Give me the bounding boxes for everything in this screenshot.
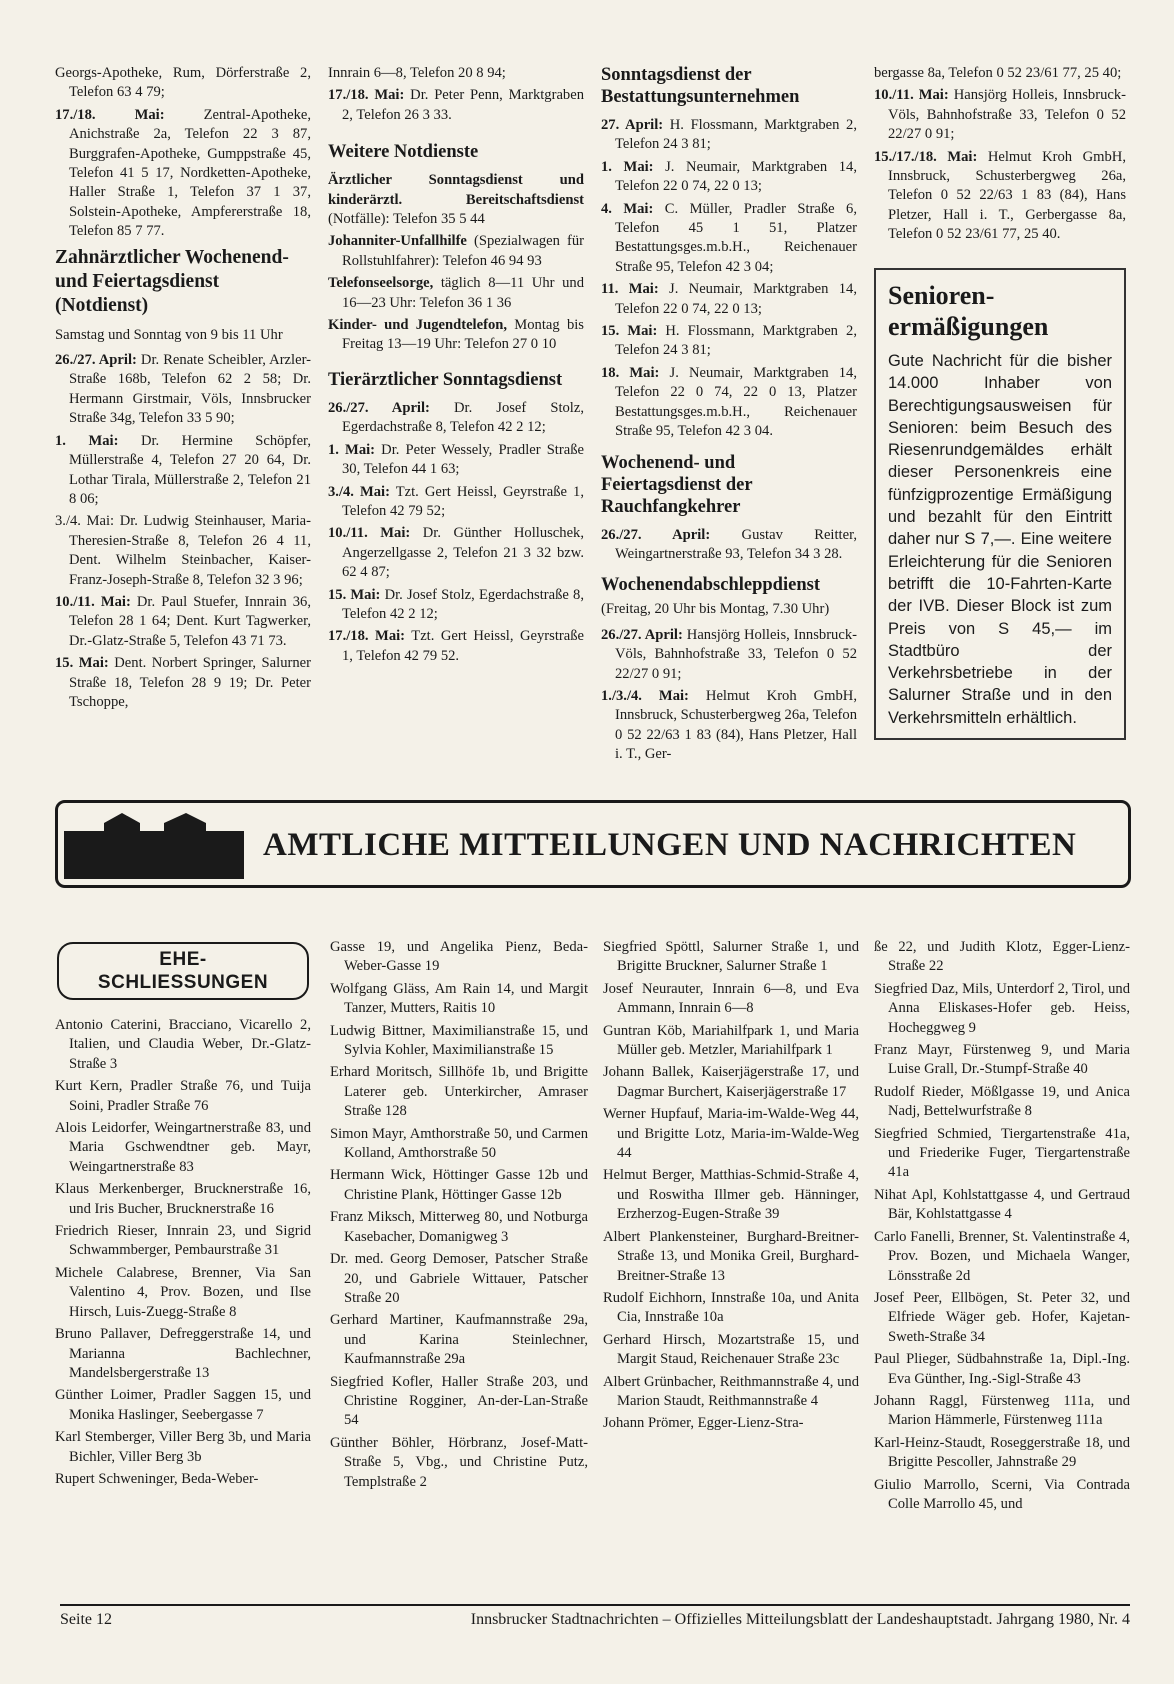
notice-entry: 1. Mai: J. Neumair, Marktgraben 14, Telefon 22 0 74, 22 0 13; [601,158,857,195]
marriage-entry: Albert Grünbacher, Reithmannstraße 4, und Marion Staudt, Reithmannstraße 4 [603,1373,859,1409]
notice-entry: 11. Mai: J. Neumair, Marktgraben 14, Telefon 22 0 74, 22 0 13; [601,281,858,317]
marriage-entry: Johann Ballek, Kaiserjägerstraße 17, und Dagmar Burchert, Kaiserjägerstraße 17 [603,1064,859,1100]
marriage-entry: Johann Prömer, Egger-Lienz-Stra- [603,1415,804,1432]
marriage-column-3 [603,938,859,1437]
column-1 [55,64,311,715]
section-subtitle: (Freitag, 20 Uhr bis Montag, 7.30 Uhr) [601,601,830,618]
notice-entry: Innrain 6—8, Telefon 20 8 94; [328,65,506,81]
section-heading-rauchfang: Wochenend- und Feiertagsdienst der Rauchfangkehrer [601,452,753,517]
section-subtitle: Samstag und Sonntag von 9 bis 11 Uhr [55,326,283,343]
ehe-title-line2: SCHLIESSUNGEN [97,972,269,993]
marriage-entry: Antonio Caterini, Bracciano, Vicarello 2, Italien, und Claudia Weber, Dr.-Glatz-Straße 3 [55,1017,311,1072]
marriage-entry: Gasse 19, und Angelika Pienz, Beda-Weber-Gasse 19 [330,939,588,975]
notice-entry: 17./18. Mai: Zentral-Apotheke, Anichstraße 2a, Telefon 22 3 87, Burggrafen-Apotheke, Gumppstraße 45, Telefon 41 5 17, Nordketten-Apotheke, Haller Straße 1, Telefon 37 1 37, Solstein-Apotheke, Ampfererstraße 18, Telefon 85 7 77. [55,106,311,240]
notice-entry: 1. Mai: Dr. Hermine Schöpfer, Müllerstraße 4, Telefon 27 20 64, Dr. Lothar Tirala, Müllerstraße 2, Telefon 21 8 06; [55,432,311,507]
page-footer [60,1604,1130,1631]
section-heading-weitere: Weitere Notdienste [328,142,479,163]
marriage-entry: Klaus Merkenberger, Brucknerstraße 16, und Iris Bucher, Brucknerstraße 16 [55,1181,311,1217]
notice-entry: 17./18. Mai: Tzt. Gert Heissl, Geyrstraße 1, Telefon 42 79 52. [328,628,584,664]
marriage-entry: Josef Peer, Ellbögen, St. Peter 32, und Elfriede Wäger geb. Hofer, Kajetan-Sweth-Straße 34 [874,1289,1130,1345]
marriage-entry: Simon Mayr, Amthorstraße 50, und Carmen Kolland, Amthorstraße 50 [330,1125,588,1162]
marriage-entry: Karl Stemberger, Viller Berg 3b, und Maria Bichler, Viller Berg 3b [55,1429,311,1465]
notice-entry: 15. Mai: H. Flossmann, Marktgraben 2, Telefon 24 3 81; [601,323,857,359]
marriage-entry: Carlo Fanelli, Brenner, St. Valentinstraße 4, Prov. Bozen, und Michaela Wanger, Lönsstraße 2d [874,1228,1130,1284]
notice-entry: 26./27. April: Dr. Renate Scheibler, Arzler-Straße 168b, Telefon 62 2 58; Dr. Hermann Girstmair, Völs, Innsbrucker Straße 34g, Telefon 33 5 90; [55,352,311,427]
marriage-entry: Gerhard Hirsch, Mozartstraße 15, und Margit Staud, Reichenauer Straße 23c [603,1331,859,1368]
marriage-entry: Guntran Köb, Mariahilfpark 1, und Maria Müller geb. Metzler, Mariahilfpark 1 [603,1022,859,1059]
section-heading-abschlepp: Wochenendabschleppdienst [601,575,820,596]
marriage-entry: Franz Miksch, Mitterweg 80, und Notburga Kasebacher, Domanigweg 3 [330,1209,588,1245]
marriage-entry: Giulio Marrollo, Scerni, Via Contrada Colle Marrollo 45, und [874,1476,1130,1512]
notice-entry: 3./4. Mai: Dr. Ludwig Steinhauser, Maria-Theresien-Straße 8, Telefon 26 4 11, Dent. Wilhelm Steinbacher, Kaiser-Franz-Joseph-Straße 8, Telefon 32 3 96; [55,513,311,588]
marriage-entry: Erhard Moritsch, Sillhöfe 1b, und Brigitte Laterer geb. Unterkircher, Amraser Straße 128 [330,1064,588,1120]
notice-entry: 26./27. April: Gustav Reitter, Weingartnerstraße 93, Telefon 34 3 28. [601,526,858,562]
marriage-entry: Günther Böhler, Hörbranz, Josef-Matt-Straße 5, Vbg., und Christine Putz, Templstraße 2 [330,1434,588,1490]
section-heading-tierarzt: Tierärztlicher Sonntagsdienst [328,369,563,390]
marriage-entry: Franz Mayr, Fürstenweg 9, und Maria Luise Grall, Dr.-Stumpf-Straße 40 [874,1042,1130,1078]
marriage-entry: Dr. med. Georg Demoser, Patscher Straße 20, und Gabriele Wittauer, Patscher Straße 20 [330,1251,588,1306]
notice-entry: 4. Mai: C. Müller, Pradler Straße 6, Telefon 45 1 51, Platzer Bestattungsges.m.b.H., Reichenauer Straße 95, Telefon 42 3 04; [601,200,857,275]
marriage-entry: Rupert Schweninger, Beda-Weber- [55,1470,259,1487]
marriage-entry: Siegfried Spöttl, Salurner Straße 1, und Brigitte Bruckner, Salurner Straße 1 [603,939,859,975]
notice-entry: 1. Mai: Dr. Peter Wessely, Pradler Straße 30, Telefon 44 1 63; [328,441,584,478]
section-heading-bestattung: Sonntagsdienst der Bestattungsunternehmen [601,65,800,107]
column-3 [601,64,857,768]
marriage-entry: Albert Plankensteiner, Burghard-Breitner-Straße 13, und Monika Greil, Burghard-Breitner-Straße 13 [603,1228,859,1284]
marriage-entry: Helmut Berger, Matthias-Schmid-Straße 4, und Roswitha Illmer geb. Hänninger, Erzherzog-Eugen-Straße 39 [603,1167,859,1223]
marriage-entry: Johann Raggl, Fürstenweg 111a, und Marion Hämmerle, Fürstenweg 111a [874,1392,1130,1429]
notice-entry: 17./18. Mai: Dr. Peter Penn, Marktgraben 2, Telefon 26 3 33. [328,87,584,123]
marriage-entry: Werner Hupfauf, Maria-im-Walde-Weg 44, und Brigitte Lotz, Maria-im-Walde-Weg 44 [603,1106,859,1162]
marriage-entry: Michele Calabrese, Brenner, Via San Valentino 4, Prov. Bozen, und Ilse Hirsch, Luis-Zuegg-Straße 8 [55,1264,311,1320]
marriage-column-1 [55,1016,311,1492]
marriage-entry: Friedrich Rieser, Innrain 23, und Sigrid Schwammberger, Pembaurstraße 31 [55,1223,311,1259]
notice-entry: bergasse 8a, Telefon 0 52 23/61 77, 25 40; [874,65,1122,81]
notice-entry: 15./17./18. Mai: Helmut Kroh GmbH, Innsbruck, Schusterbergweg 26a, Telefon 0 52 22/63 1 83 (84), Hans Pletzer, Hall i. T., Gerbergasse 8a, Telefon 0 52 23/61 77, 25 40. [874,148,1126,243]
marriage-entry: ße 22, und Judith Klotz, Egger-Lienz-Straße 22 [874,939,1130,975]
marriage-entry: Wolfgang Gläss, Am Rain 14, und Margit Tanzer, Mutters, Raitis 10 [330,980,588,1017]
marriage-entry: Nihat Apl, Kohlstattgasse 4, und Gertraud Bär, Kohlstattgasse 4 [874,1186,1130,1223]
city-roofs-icon [64,811,244,879]
marriage-entry: Ludwig Bittner, Maximilianstraße 15, und Sylvia Kohler, Maximilianstraße 15 [330,1022,588,1059]
page-number: Seite 12 [60,1611,112,1628]
marriage-column-4 [874,938,1130,1517]
section-banner [55,800,1131,888]
notice-entry: 18. Mai: J. Neumair, Marktgraben 14, Telefon 22 0 74, 22 0 13, Platzer Bestattungsges.m.b.H., Reichenauer Straße 95, Telefon 42 3 04. [601,364,857,440]
marriage-entry: Siegfried Kofler, Haller Straße 203, und Christine Rogginer, An-der-Lan-Straße 54 [330,1373,588,1429]
ehe-title-line1: EHE- [159,949,207,970]
notice-entry: 15. Mai: Dent. Norbert Springer, Salurner Straße 18, Telefon 28 9 19; Dr. Peter Tschoppe, [55,655,311,710]
marriage-entry: Rudolf Eichhorn, Innstraße 10a, und Anita Cia, Innstraße 10a [603,1289,859,1326]
marriage-entry: Gerhard Martiner, Kaufmannstraße 29a, und Karina Steinlechner, Kaufmannstraße 29a [330,1312,588,1368]
column-2 [328,64,584,669]
marriage-entry: Alois Leidorfer, Weingartnerstraße 83, und Maria Gschwendtner geb. Mayr, Weingartnerstraße 83 [55,1120,311,1175]
notice-entry: 26./27. April: Hansjörg Holleis, Innsbruck-Völs, Bahnhofstraße 33, Telefon 0 52 22/27 0 91; [601,626,857,682]
notice-entry: 15. Mai: Dr. Josef Stolz, Egerdachstraße 8, Telefon 42 2 12; [328,586,584,622]
marriage-entry: Siegfried Daz, Mils, Unterdorf 2, Tirol, und Anna Eliskases-Hofer geb. Heiss, Hocheggweg 9 [874,980,1130,1036]
marriage-entry: Kurt Kern, Pradler Straße 76, und Tuija Soini, Pradler Straße 76 [55,1078,311,1114]
notice-entry: Telefonseelsorge, täglich 8—11 Uhr und 16—23 Uhr: Telefon 36 1 36 [328,275,584,311]
senioren-box [874,268,1126,740]
senioren-text: Gute Nachricht für die bisher 14.000 Inhaber von Berechtigungsausweisen für Senioren: beim Besuch des Riesenrundgemäldes erhält dieser Personenkreis eine fünfzigprozentige Ermäßigung und bezahlt für den Eintritt daher nur S 7,—. Eine weitere Erleichterung für die Senioren betrifft die 10-Fahrten-Karte der IVB. Dieser Block ist zum Preis von S 45,— im Stadtbüro der Verkehrsbetriebe in der Salurner Straße und in den Verkehrsmitteln erhältlich. [888,352,1112,727]
banner-title: AMTLICHE MITTEILUNGEN UND NACHRICHTEN [263,827,1077,863]
marriage-entry: Paul Plieger, Südbahnstraße 1a, Dipl.-Ing. Eva Günther, Ing.-Sigl-Straße 43 [874,1351,1130,1387]
marriage-entry: Siegfried Schmied, Tiergartenstraße 41a, und Friederike Fuger, Tiergartenstraße 41a [874,1125,1130,1181]
notice-entry: 27. April: H. Flossmann, Marktgraben 2, Telefon 24 3 81; [601,117,858,153]
marriage-entry: Hermann Wick, Höttinger Gasse 12b und Christine Plank, Höttinger Gasse 12b [330,1167,588,1203]
notice-entry: Johanniter-Unfallhilfe (Spezialwagen für Rollstuhlfahrer): Telefon 46 94 93 [328,233,584,269]
marriage-entry: Josef Neurauter, Innrain 6—8, und Eva Ammann, Innrain 6—8 [603,980,859,1017]
notice-entry: 26./27. April: Dr. Josef Stolz, Egerdachstraße 8, Telefon 42 2 12; [328,399,584,436]
notice-entry: Kinder- und Jugendtelefon, Montag bis Freitag 13—19 Uhr: Telefon 27 0 10 [328,317,584,353]
marriage-entry: Günther Loimer, Pradler Saggen 15, und Monika Haslinger, Seebergasse 7 [55,1387,311,1423]
notice-entry: Georgs-Apotheke, Rum, Dörferstraße 2, Telefon 63 4 79; [55,65,311,101]
marriage-entry: Rudolf Rieder, Mößlgasse 19, und Anica Nadj, Bettelwurfstraße 8 [874,1083,1130,1120]
ehe-heading-box [57,942,309,1000]
notice-entry: Ärztlicher Sonntagsdienst und kinderärztl. Bereitschaftsdienst (Notfälle): Telefon 35 5 44 [328,172,584,228]
notice-entry: 10./11. Mai: Dr. Günther Holluschek, Angerzellgasse 2, Telefon 21 3 32 bzw. 62 4 87; [328,525,584,581]
publication-line: Innsbrucker Stadtnachrichten – Offizielles Mitteilungsblatt der Landeshauptstadt. Jahrgang 1980, Nr. 4 [470,1611,1130,1628]
column-4 [874,64,1126,248]
notice-entry: 10./11. Mai: Hansjörg Holleis, Innsbruck-Völs, Bahnhofstraße 33, Telefon 0 52 22/27 0 91; [874,87,1126,143]
marriage-entry: Bruno Pallaver, Defreggerstraße 14, und Marianna Bachlechner, Mandelsbergerstraße 13 [55,1326,311,1381]
marriage-entry: Karl-Heinz-Staudt, Roseggerstraße 18, und Brigitte Pescoller, Jahnstraße 29 [874,1434,1130,1471]
section-heading-zahnarzt: Zahnärztlicher Wochenend- und Feiertagsdienst (Notdienst) [55,246,289,316]
notice-entry: 10./11. Mai: Dr. Paul Stuefer, Innrain 36, Telefon 28 1 64; Dent. Kurt Tagwerker, Dr.-Glatz-Straße 5, Telefon 43 71 73. [55,593,311,649]
marriage-column-2 [330,938,588,1495]
notice-entry: 1./3./4. Mai: Helmut Kroh GmbH, Innsbruck, Schusterbergweg 26a, Telefon 0 52 22/63 1 83 (84), Hans Pletzer, Hall i. T., Ger- [601,687,858,763]
senioren-title: Senioren-ermäßigungen [888,281,1049,341]
notice-entry: 3./4. Mai: Tzt. Gert Heissl, Geyrstraße 1, Telefon 42 79 52; [328,483,584,519]
